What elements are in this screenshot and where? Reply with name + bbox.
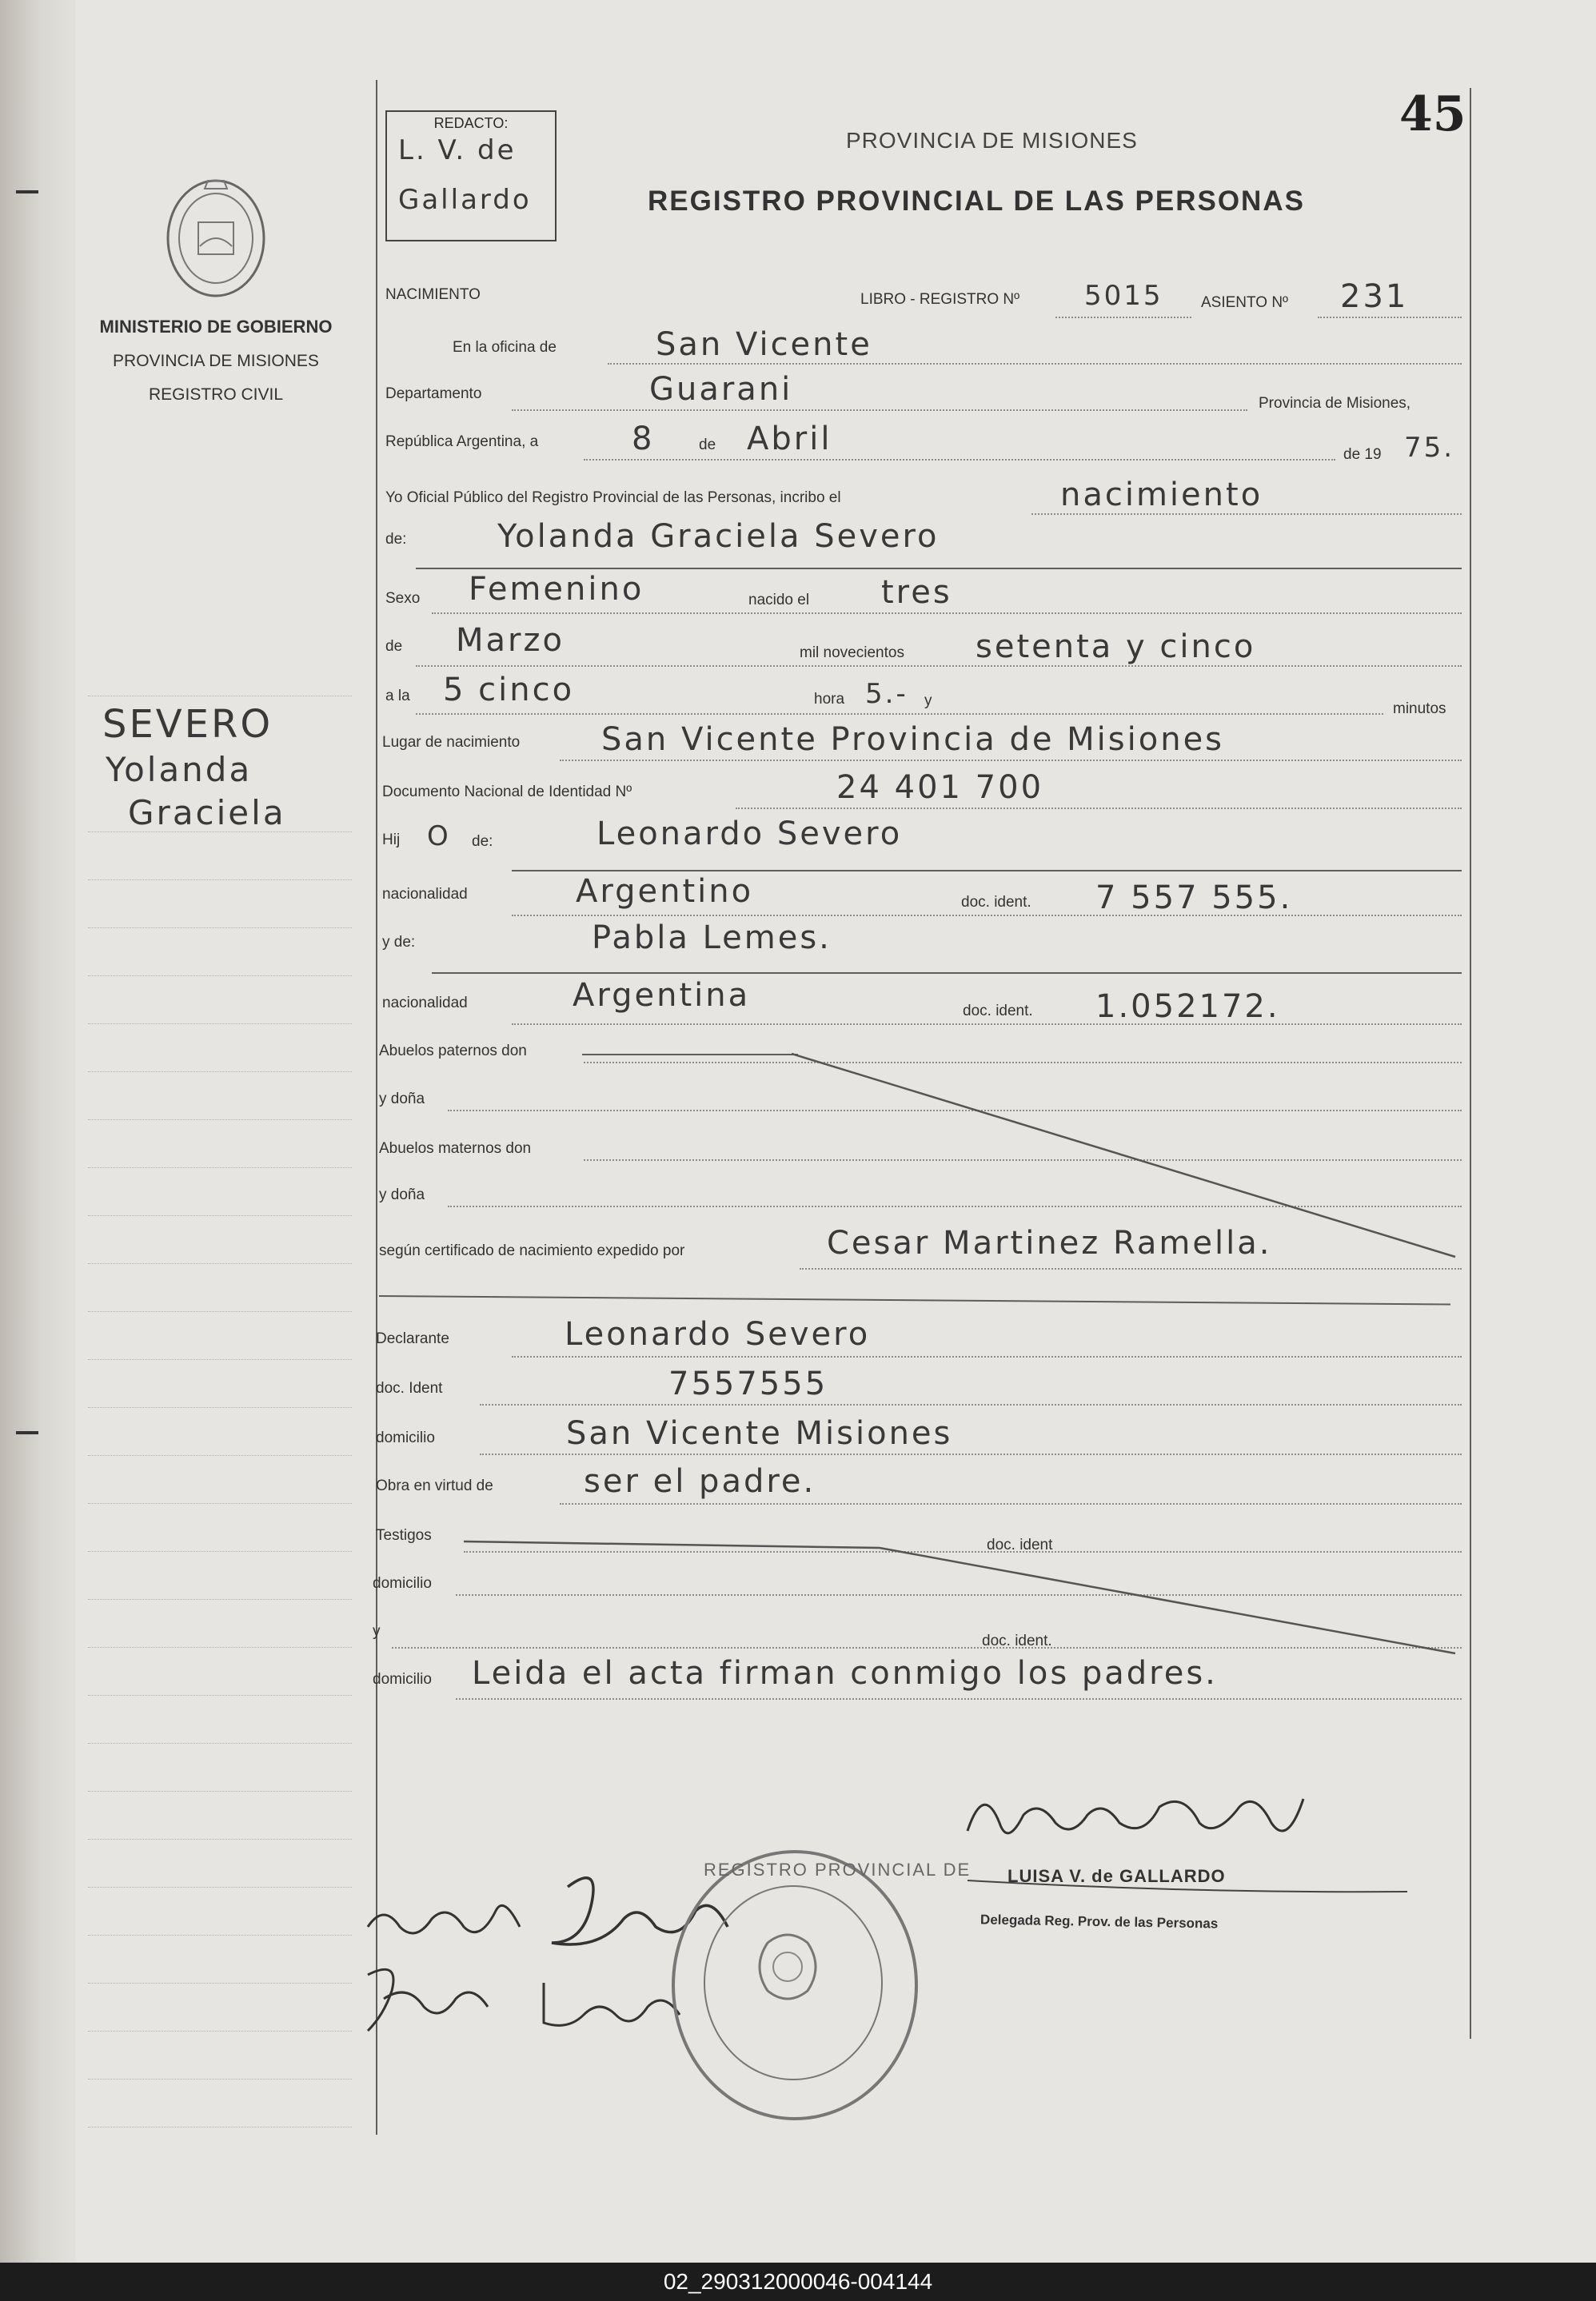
sexo-line bbox=[432, 612, 1462, 614]
header-province: PROVINCIA DE MISIONES bbox=[846, 128, 1138, 153]
stamp-label: REDACTO: bbox=[433, 115, 509, 131]
cierre-value: Leida el acta firman conmigo los padres. bbox=[472, 1655, 1218, 1692]
signature-underline bbox=[968, 1874, 1415, 1898]
dia-value: 8 bbox=[632, 421, 655, 457]
docident3-label: doc. Ident bbox=[376, 1380, 443, 1397]
nac-madre-line bbox=[512, 1023, 1462, 1025]
margin-line bbox=[88, 2079, 352, 2080]
lugar-value: San Vicente Provincia de Misiones bbox=[601, 721, 1225, 758]
official-role: Delegada Reg. Prov. de las Personas bbox=[980, 1912, 1219, 1932]
obra-line bbox=[560, 1503, 1462, 1505]
domicilio3-label: domicilio bbox=[373, 1671, 432, 1688]
margin-line bbox=[88, 1503, 352, 1504]
registry-heading: REGISTRO CIVIL bbox=[148, 385, 284, 404]
testigos-cancel-line bbox=[464, 1533, 1463, 1661]
margin-given-1: Yolanda bbox=[106, 750, 253, 789]
margin-line bbox=[88, 1935, 352, 1936]
form-right-border bbox=[1470, 88, 1471, 2039]
nacimiento-label: NACIMIENTO bbox=[385, 286, 481, 303]
docident-label: doc. ident. bbox=[961, 894, 1031, 911]
drafted-by-stamp bbox=[385, 110, 557, 241]
province-heading: PROVINCIA DE MISIONES bbox=[113, 352, 319, 370]
doc-declarante-line bbox=[480, 1404, 1462, 1406]
anio-nac-value: setenta y cinco bbox=[976, 628, 1256, 665]
mes-nac-value: Marzo bbox=[456, 622, 565, 659]
doc-declarante-value: 7557555 bbox=[668, 1366, 828, 1402]
seal-emblem-icon bbox=[744, 1927, 832, 2015]
lugar-label: Lugar de nacimiento bbox=[382, 734, 521, 751]
y-label: y bbox=[924, 692, 932, 709]
fecha-line bbox=[584, 459, 1335, 461]
nombre-value: Yolanda Graciela Severo bbox=[497, 518, 940, 555]
domicilio-label: domicilio bbox=[376, 1430, 435, 1446]
seal-text: REGISTRO PROVINCIAL DE bbox=[704, 1860, 972, 1880]
departamento-line bbox=[512, 409, 1247, 411]
margin-line bbox=[88, 1599, 352, 1600]
oficina-value: San Vicente bbox=[656, 326, 872, 363]
margin-line bbox=[88, 975, 352, 976]
ydona-label: y doña bbox=[379, 1091, 425, 1107]
binding-mark bbox=[16, 190, 38, 193]
margin-line bbox=[88, 1743, 352, 1744]
footer-id: 02_290312000046-004144 bbox=[663, 2269, 933, 2294]
dni-label: Documento Nacional de Identidad Nº bbox=[382, 784, 632, 800]
departamento-label: Departamento bbox=[385, 385, 482, 402]
ydona2-label: y doña bbox=[379, 1186, 425, 1203]
margin-surname: SEVERO bbox=[102, 702, 273, 747]
obra-label: Obra en virtud de bbox=[376, 1478, 493, 1494]
dni-value: 24 401 700 bbox=[836, 769, 1044, 806]
margin-line bbox=[88, 1215, 352, 1216]
lugar-line bbox=[560, 760, 1462, 761]
obra-value: ser el padre. bbox=[584, 1463, 816, 1500]
margin-line bbox=[88, 1695, 352, 1696]
binding-mark bbox=[16, 1431, 38, 1434]
sexo-label: Sexo bbox=[385, 590, 421, 607]
margin-line bbox=[88, 1647, 352, 1648]
margin-line bbox=[88, 927, 352, 928]
certificado-value: Cesar Martinez Ramella. bbox=[827, 1225, 1272, 1262]
anio-value: 75. bbox=[1404, 432, 1455, 464]
madre-value: Pabla Lemes. bbox=[592, 919, 832, 956]
nacionalidad2-label: nacionalidad bbox=[382, 995, 468, 1011]
sexo-value: Femenino bbox=[469, 571, 644, 608]
provincial-crest-icon bbox=[160, 174, 272, 302]
abuelos-mat-label: Abuelos maternos don bbox=[379, 1140, 532, 1157]
docident4-label: doc. ident bbox=[987, 1537, 1053, 1553]
form-left-border bbox=[376, 80, 377, 2135]
margin-line bbox=[88, 1839, 352, 1840]
madre-underline bbox=[432, 972, 1462, 974]
libro-line bbox=[1055, 317, 1191, 318]
libro-label: LIBRO - REGISTRO Nº bbox=[860, 291, 1020, 308]
margin-line bbox=[88, 1071, 352, 1072]
padre-underline bbox=[512, 870, 1462, 871]
page-number: 45 bbox=[1399, 86, 1466, 142]
provincia-label: Provincia de Misiones, bbox=[1259, 395, 1411, 412]
oficial-text: Yo Oficial Público del Registro Provincial de las Personas, incribo el bbox=[385, 489, 841, 506]
certificado-line bbox=[800, 1268, 1462, 1270]
docident5-label: doc. ident. bbox=[982, 1633, 1052, 1649]
oficina-line bbox=[608, 363, 1462, 365]
ministry-heading: MINISTERIO DE GOBIERNO bbox=[99, 317, 333, 337]
margin-line bbox=[88, 879, 352, 880]
declarante-label: Declarante bbox=[376, 1330, 449, 1347]
yde-label: y de: bbox=[382, 934, 416, 951]
margin-line bbox=[88, 1407, 352, 1408]
margin-line bbox=[88, 1359, 352, 1360]
domicilio2-label: domicilio bbox=[373, 1575, 432, 1592]
anio-label: de 19 bbox=[1343, 446, 1382, 463]
margin-line bbox=[88, 1551, 352, 1552]
hora2-value: 5.- bbox=[865, 678, 908, 710]
official-name: LUISA V. de GALLARDO bbox=[1007, 1866, 1226, 1886]
doc-padre-value: 7 557 555. bbox=[1095, 879, 1293, 916]
margin-line bbox=[88, 1791, 352, 1792]
asiento-label: ASIENTO Nº bbox=[1201, 294, 1288, 311]
hora-value: 5 cinco bbox=[443, 672, 575, 708]
docident2-label: doc. ident. bbox=[963, 1003, 1033, 1019]
libro-value: 5015 bbox=[1084, 280, 1163, 312]
stamp-line-2: Gallardo bbox=[398, 184, 532, 216]
nacido-label: nacido el bbox=[748, 592, 810, 608]
doc-madre-value: 1.052172. bbox=[1095, 988, 1280, 1025]
mil-label: mil novecientos bbox=[800, 644, 904, 661]
nacido-value: tres bbox=[881, 574, 952, 611]
cierre-line bbox=[456, 1698, 1462, 1700]
margin-line bbox=[88, 1455, 352, 1456]
margin-line bbox=[88, 1887, 352, 1888]
declarante-value: Leonardo Severo bbox=[565, 1316, 871, 1353]
de-nombre-label: de: bbox=[385, 531, 407, 548]
fecha-nac-line bbox=[416, 665, 1462, 667]
hijo-label: Hij bbox=[382, 831, 401, 848]
margin-line bbox=[88, 1119, 352, 1120]
official-signature bbox=[952, 1775, 1319, 1871]
acto-value: nacimiento bbox=[1060, 477, 1263, 513]
margin-line bbox=[88, 1167, 352, 1168]
margin-line bbox=[88, 1983, 352, 1984]
margin-line bbox=[88, 2127, 352, 2128]
padre-value: Leonardo Severo bbox=[597, 816, 903, 852]
de-label: de bbox=[699, 437, 716, 453]
margin-line bbox=[88, 1023, 352, 1024]
certificado-label: según certificado de nacimiento expedido por bbox=[379, 1242, 685, 1259]
nacionalidad-label: nacionalidad bbox=[382, 886, 468, 903]
mother-signature bbox=[352, 1959, 688, 2047]
margin-line bbox=[88, 1311, 352, 1312]
nac-madre-value: Argentina bbox=[573, 977, 751, 1014]
domicilio-line bbox=[480, 1454, 1462, 1455]
testigos-label: Testigos bbox=[376, 1527, 432, 1544]
abuelos-pat-label: Abuelos paternos don bbox=[379, 1043, 527, 1059]
asiento-line bbox=[1318, 317, 1462, 318]
minutos-label: minutos bbox=[1393, 700, 1446, 717]
abuelos-strike-top bbox=[582, 1054, 798, 1055]
mes-value: Abril bbox=[747, 421, 832, 457]
declarante-line bbox=[512, 1356, 1462, 1358]
margin-line bbox=[88, 1263, 352, 1264]
hora-line bbox=[416, 713, 1383, 715]
republica-label: República Argentina, a bbox=[385, 433, 539, 450]
y2-label: y bbox=[373, 1623, 381, 1640]
de2-label: de bbox=[385, 638, 403, 655]
acto-line bbox=[1031, 513, 1462, 515]
margin-given-2: Graciela bbox=[128, 793, 286, 832]
hijo-de-label: de: bbox=[472, 833, 493, 850]
hijo-suffix: O bbox=[427, 820, 451, 852]
nac-padre-line bbox=[512, 915, 1462, 916]
oficina-label: En la oficina de bbox=[453, 339, 557, 356]
hora-label: hora bbox=[814, 691, 845, 708]
stamp-line-1: L. V. de bbox=[398, 134, 517, 166]
nac-padre-value: Argentino bbox=[576, 873, 754, 910]
margin-line bbox=[88, 2031, 352, 2032]
header-title: REGISTRO PROVINCIAL DE LAS PERSONAS bbox=[648, 185, 1305, 217]
domicilio-value: San Vicente Misiones bbox=[566, 1415, 953, 1452]
hora-prefix-label: a la bbox=[385, 688, 410, 704]
asiento-value: 231 bbox=[1340, 278, 1409, 315]
departamento-value: Guarani bbox=[649, 371, 793, 408]
page-binding bbox=[0, 0, 76, 2263]
dni-line bbox=[736, 808, 1462, 809]
nombre-underline bbox=[416, 568, 1462, 569]
